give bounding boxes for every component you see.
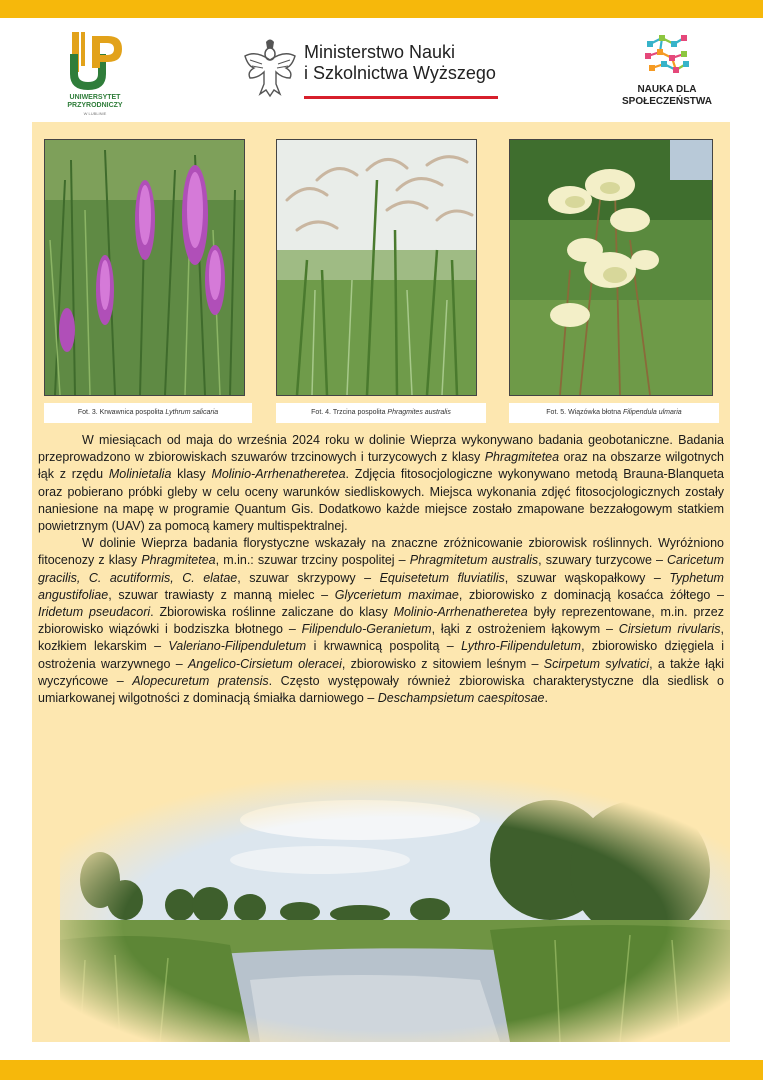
meadowsweet-image [510, 140, 712, 395]
ministry-logo [242, 36, 502, 106]
caption-photo-4: Fot. 4. Trzcina pospolita Phragmites australis [276, 403, 486, 423]
ministry-red-line [304, 96, 498, 99]
paragraph-1: W miesiącach od maja do września 2024 roku w dolinie Wieprza wykonywano badania geobotaniczne. Badania przeprowadzono w zbiorowiskach szuwarów trzcinowych i turzycowych z klasy Phragmitetea oraz na obszarze wilgotnych łąk z rzędu Molinietalia klasy Molinio-Arrhenatheretea. Zdjęcia fitosocjologiczne wykonywano metodą Brauna-Blanqueta oraz pobierano próbki gleby w celu oceny warunków siedliskowych. Miejsca wykonania zdjęć fitosocjologicznych zostały naniesione na mapę w programie Quantum Gis. Dodatkowo każde miejsce zostało zmapowane bezzałogowym statkiem powietrznym (UAV) za pomocą kamery multispektralnej. [38, 433, 724, 534]
network-nodes-icon [612, 30, 722, 82]
river-landscape-image [60, 780, 730, 1042]
article-body [38, 432, 724, 707]
loosestrife-image [45, 140, 244, 395]
reed-image [277, 140, 476, 395]
caption-photo-5: Fot. 5. Wiązówka błotna Filipendula ulmaria [509, 403, 719, 423]
river-valley-landscape [60, 780, 730, 1042]
caption-photo-3: Fot. 3. Krwawnica pospolita Lythrum salicaria [44, 403, 252, 423]
photo-filipendula-ulmaria [509, 139, 713, 396]
eagle-emblem-icon [242, 36, 298, 98]
photo-lythrum-salicaria [44, 139, 245, 396]
university-emblem-icon [60, 28, 130, 94]
ministry-name: Ministerstwo Nauki i Szkolnictwa Wyższego [304, 42, 496, 83]
bottom-accent-band [0, 1060, 763, 1080]
top-accent-band [0, 0, 763, 18]
university-subtitle: W LUBLINIE [83, 111, 107, 116]
paragraph-2: W dolinie Wieprza badania florystyczne wskazały na znaczne zróżnicowanie zbiorowisk roślinnych. Wyróżniono fitocenozy z klasy Phragmitetea, m.in.: szuwar trzciny pospolitej – Phragmitetum australis, szuwary turzycowe – Caricetum gracilis, C. acutiformis, C. elatae, szuwar skrzypowy – Equisetetum fluviatilis, szuwar wąskopałkowy – Typhetum angustifoliae, szuwar trawiasty z manną mielec – Glycerietum maximae, zbiorowisko z dominacją kosaćca żółtego – Iridetum pseudacori. Zbiorowiska roślinne zaliczane do klasy Molinio-Arrhenatheretea były reprezentowane, m.in. przez zbiorowisko wiązówki i bodziszka błotnego – Filipendulo-Geranietum, łąki z ostrożeniem łąkowym – Cirsietum rivularis, kozłkiem lekarskim – Valeriano-Filipenduletum i krwawnicą pospolitą – Lythro-Filipenduletum, zbiorowisko dzięgiela i ostrożenia warzywnego – Angelico-Cirsietum oleracei, zbiorowisko z sitowiem leśnym – Scirpetum sylvatici, a także łąki wyczyńcowe – Alopecuretum pratensis. Często występowały również zbiorowiska charakterystyczne dla siedlisk o umiarkowanej wilgotności z dominacją śmiałka darniowego – Deschampsietum caespitosae. [38, 536, 724, 706]
nauka-text: NAUKA DLA SPOŁECZEŃSTWA [621, 84, 712, 107]
university-name: UNIWERSYTET PRZYRODNICZY W LUBLINIE [67, 94, 123, 116]
photo-phragmites-australis [276, 139, 477, 396]
nauka-logo [612, 30, 722, 110]
